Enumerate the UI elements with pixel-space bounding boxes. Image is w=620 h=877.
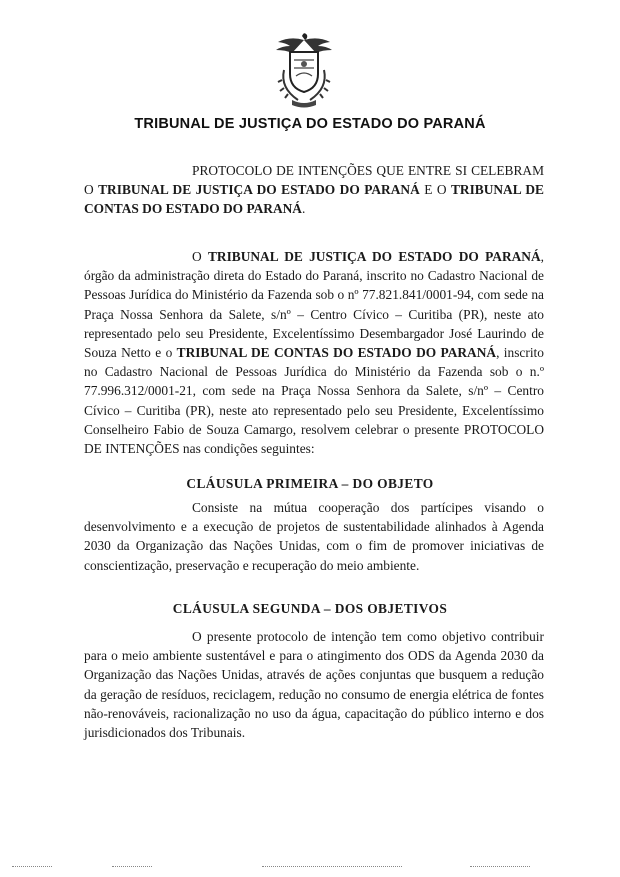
footer-divider <box>470 866 530 867</box>
tj-name-bold: TRIBUNAL DE JUSTIÇA DO ESTADO DO PARANÁ <box>207 249 541 264</box>
footer-divider <box>112 866 152 867</box>
coat-of-arms-icon <box>272 30 336 110</box>
clause-1-text: Consiste na mútua cooperação dos partícipes visando o desenvolvimento e a execução de projetos de sustentabilidade alinhados à Agenda 2030 da Organização das Nações Unidas, com o fim de promover iniciativas de conscientização, preservação e recuperação do meio ambiente. <box>84 500 544 573</box>
court-name-header: TRIBUNAL DE JUSTIÇA DO ESTADO DO PARANÁ <box>134 116 486 132</box>
tc-name-bold: TRIBUNAL DE CONTAS DO ESTADO DO PARANÁ <box>176 345 497 361</box>
footer-divider <box>262 866 402 867</box>
footer-divider <box>12 866 52 867</box>
clause-1-heading: CLÁUSULA PRIMEIRA – DO OBJETO <box>186 476 434 491</box>
parties-paragraph: O TRIBUNAL DE JUSTIÇA DO ESTADO DO PARANÁ, órgão da administração direta do Estado do Paraná, inscrito no Cadastro Nacional de Pessoas Jurídica do Ministério da Fazenda sob o nº 77.821.841/0001-94, com sede na Praça Nossa Senhora da Salete, s/nº – Centro Cívico – Curitiba (PR), neste ato representado pelo seu Presidente, Excelentíssimo Desembargador José Laurindo de Souza Netto e o TRIBUNAL DE CONTAS DO ESTADO DO PARANÁ, inscrito no Cadastro Nacional de Pessoas Jurídica do Ministério da Fazenda sob o n.º 77.996.312/0001-21, com sede na Praça Nossa Senhora da Salete, s/nº – Centro Cívico – Curitiba (PR), neste ato representado pelo seu Presidente, Excelentíssimo Conselheiro Fabio de Souza Camargo, resolvem celebrar o presente PROTOCOLO DE INTENÇÕES nas condições seguintes: <box>84 249 544 457</box>
tj-name-bold: TRIBUNAL DE JUSTIÇA DO ESTADO DO PARANÁ <box>98 182 420 198</box>
intro-paragraph: PROTOCOLO DE INTENÇÕES QUE ENTRE SI CELEBRAM O TRIBUNAL DE JUSTIÇA DO ESTADO DO PARANÁ E O TRIBUNAL DE CONTAS DO ESTADO DO PARANÁ. <box>84 163 544 217</box>
tc-name-bold: TRIBUNAL DE CONTAS DO ESTADO DO PARANÁ <box>84 182 544 217</box>
clause-2-text: O presente protocolo de intenção tem como objetivo contribuir para o meio ambiente sustentável e para o atingimento dos ODS da Agenda 2030 da Organização das Nações Unidas, através de ações conjuntas que busquem a redução da geração de resíduos, reciclagem, redução no consumo de energia elétrica de fontes não-renováveis, racionalização no uso da água, capacitação do público interno e dos jurisdicionados dos Tribunais. <box>84 629 544 741</box>
clause-2-heading: CLÁUSULA SEGUNDA – DOS OBJETIVOS <box>172 601 448 616</box>
